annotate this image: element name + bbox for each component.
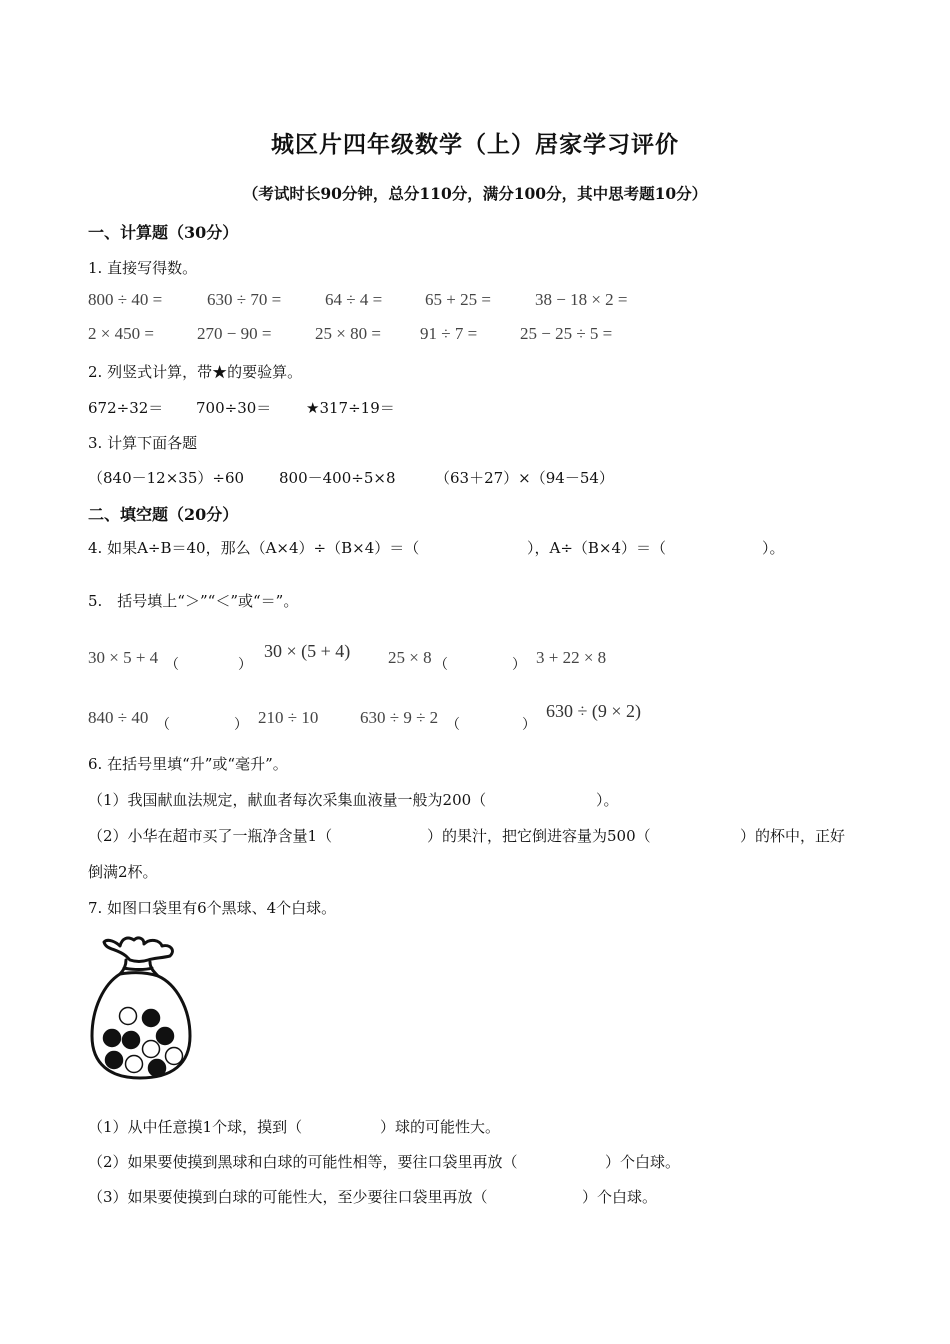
question-6-sub1: （1）我国献血法规定，献血者每次采集血液量一般为200（	[88, 791, 487, 809]
question-5-prompt: 5. 括号填上“＞”“＜”或“＝”。	[88, 592, 299, 610]
compare-expression: 3 + 22 × 8	[536, 648, 607, 667]
section-heading-calc: 一、计算题（30分）	[88, 223, 239, 242]
white-ball	[143, 1041, 160, 1058]
oral-calc-item: 65 + 25 =	[425, 290, 491, 309]
answer-blank-close: ）	[238, 657, 252, 673]
black-ball	[106, 1052, 123, 1069]
answer-blank-close: ）	[522, 717, 536, 733]
mixed-calc-item: （840－12×35）÷60	[88, 469, 245, 487]
oral-calc-item: 91 ÷ 7 =	[420, 324, 478, 343]
vertical-calc-item: 700÷30＝	[196, 399, 272, 417]
bag-neck-band	[124, 968, 152, 970]
vertical-calc-item: 672÷32＝	[88, 399, 164, 417]
question-7-sub3: （3）如果要使摸到白球的可能性大，至少要往口袋里再放（	[88, 1188, 488, 1206]
answer-blank-open: （	[156, 717, 170, 733]
answer-blank-open: （	[446, 717, 460, 733]
question-7-sub1: ）球的可能性大。	[380, 1118, 501, 1136]
compare-expression: 840 ÷ 40	[88, 708, 149, 727]
mixed-calc-item: （63＋27）×（94－54）	[435, 469, 614, 487]
question-4-text: ），A÷（B×4）＝（	[527, 539, 667, 557]
white-ball	[126, 1056, 143, 1073]
oral-calc-item: 630 ÷ 70 =	[207, 290, 282, 309]
oral-calc-item: 270 − 90 =	[197, 324, 272, 343]
answer-blank-close: ）	[512, 657, 526, 673]
question-7-sub2: （2）如果要使摸到黑球和白球的可能性相等，要往口袋里再放（	[88, 1153, 518, 1171]
question-1-prompt: 1. 直接写得数。	[88, 259, 198, 277]
mixed-calc-item: 800－400÷5×8	[279, 469, 396, 487]
oral-calc-item: 38 − 18 × 2 =	[535, 290, 628, 309]
black-ball	[123, 1032, 140, 1049]
compare-expression: 30 × (5 + 4)	[264, 641, 351, 661]
question-6-sub2: ）的杯中，正好	[740, 827, 846, 845]
black-ball	[143, 1010, 160, 1027]
white-ball	[166, 1048, 183, 1065]
question-7-sub1: （1）从中任意摸1个球，摸到（	[88, 1118, 303, 1136]
question-6-sub1: ）。	[596, 791, 619, 809]
question-2-prompt: 2. 列竖式计算，带★的要验算。	[88, 363, 303, 381]
black-ball	[149, 1060, 166, 1077]
oral-calc-item: 800 ÷ 40 =	[88, 290, 163, 309]
oral-calc-item: 64 ÷ 4 =	[325, 290, 383, 309]
compare-expression: 210 ÷ 10	[258, 708, 319, 727]
question-6-sub2: （2）小华在超市买了一瓶净含量1（	[88, 827, 333, 845]
white-ball	[120, 1008, 137, 1025]
compare-expression: 630 ÷ (9 × 2)	[546, 701, 642, 721]
bag-top-flap	[104, 938, 172, 962]
vertical-calc-item: ★317÷19＝	[306, 399, 395, 417]
question-4-text: 4. 如果A÷B＝40，那么（A×4）÷（B×4）＝（	[88, 539, 420, 557]
question-7-sub3: ）个白球。	[582, 1188, 658, 1206]
oral-calc-item: 25 × 80 =	[315, 324, 381, 343]
oral-calc-item: 2 × 450 =	[88, 324, 154, 343]
oral-calc-item: 25 − 25 ÷ 5 =	[520, 324, 613, 343]
compare-expression: 25 × 8	[388, 648, 432, 667]
exam-info: （考试时长90分钟，总分110分，满分100分，其中思考题10分）	[242, 184, 708, 203]
question-4-text: ）。	[762, 539, 785, 557]
black-ball	[104, 1030, 121, 1047]
compare-expression: 30 × 5 + 4	[88, 648, 159, 667]
question-3-prompt: 3. 计算下面各题	[88, 434, 198, 452]
black-ball	[157, 1028, 174, 1045]
section-heading-fill: 二、填空题（20分）	[88, 505, 239, 524]
ball-bag-illustration	[86, 932, 198, 1090]
answer-blank-open: （	[165, 657, 179, 673]
question-6-prompt: 6. 在括号里填“升”或“毫升”。	[88, 755, 288, 773]
page-title: 城区片四年级数学（上）居家学习评价	[271, 131, 679, 158]
compare-expression: 630 ÷ 9 ÷ 2	[360, 708, 439, 727]
question-6-sub2: 倒满2杯。	[88, 863, 158, 881]
question-7-prompt: 7. 如图口袋里有6个黑球、4个白球。	[88, 899, 337, 917]
answer-blank-close: ）	[234, 717, 248, 733]
question-6-sub2: ）的果汁，把它倒进容量为500（	[427, 827, 651, 845]
answer-blank-open: （	[434, 657, 448, 673]
question-7-sub2: ）个白球。	[605, 1153, 681, 1171]
